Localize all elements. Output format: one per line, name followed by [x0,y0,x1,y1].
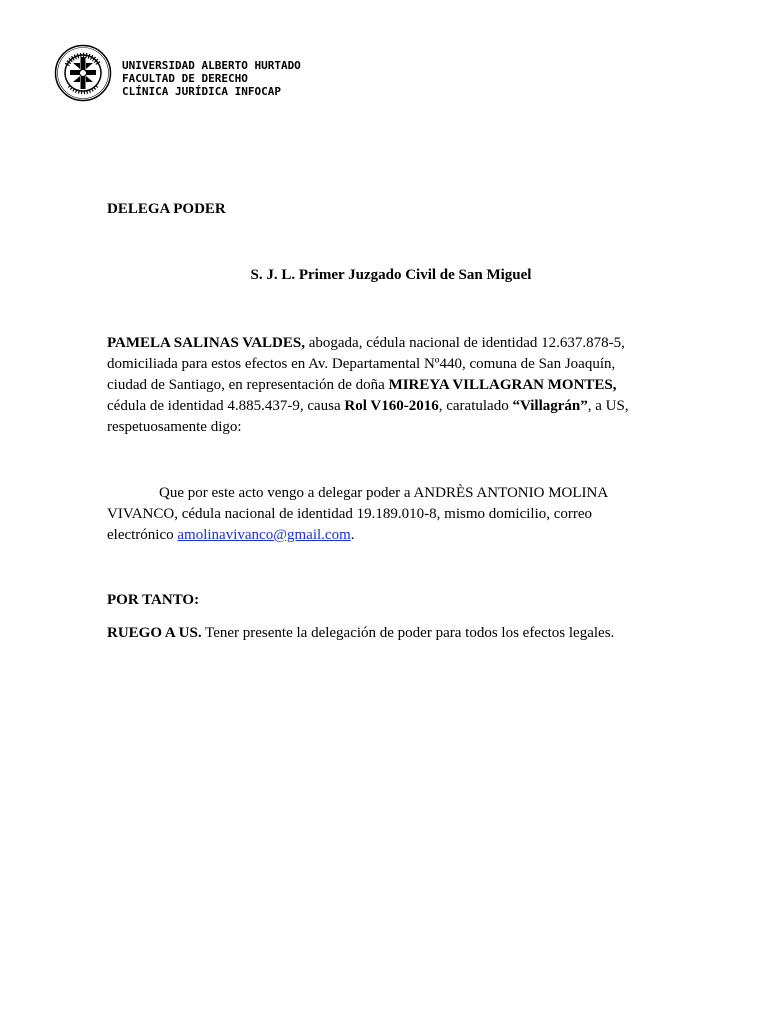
university-seal-logo [54,44,112,102]
petition-lead: RUEGO A US. [107,625,202,641]
case-caption: “Villagrán” [512,398,588,414]
clinic-name: CLÍNICA JURÍDICA INFOCAP [122,85,281,98]
seal-graphic [54,44,112,102]
petition-text: Tener presente la delegación de poder para todos los efectos legales. [201,625,615,641]
paragraph-text: abogada, cédula nacional de identidad 12.637.878-5, domiciliada para estos efectos en Av. Departamental Nº440, comuna de San Joaquín, ciudad de Santiago, en representación de doña [107,335,625,393]
case-rol: Rol V160-2016 [344,398,439,414]
appearance-paragraph [107,333,647,438]
paragraph-text: Que por este acto vengo a delegar poder a ANDRÈS ANTONIO MOLINA VIVANCO, cédula nacional de identidad 19.189.010-8, mismo domicilio, correo electrónico [107,485,608,543]
paragraph-text: . [350,527,355,543]
institution-header [122,59,301,98]
por-tanto-heading: POR TANTO: [107,592,200,608]
court-addressee: S. J. L. Primer Juzgado Civil de San Miguel [250,267,532,283]
email-link[interactable]: amolinavivanco@gmail.com [177,527,351,543]
university-name: UNIVERSIDAD ALBERTO HURTADO [122,59,301,72]
client-name: MIREYA VILLAGRAN MONTES, [388,377,617,393]
delegation-paragraph [107,483,647,546]
petition-paragraph [107,625,614,642]
document-title: DELEGA PODER [107,201,226,217]
paragraph-text: , a US, respetuosamente digo: [107,398,629,435]
lawyer-name: PAMELA SALINAS VALDES, [107,335,305,351]
paragraph-text: cédula de identidad 4.885.437-9, causa [107,398,345,414]
faculty-name: FACULTAD DE DERECHO [122,72,248,85]
paragraph-text: , caratulado [438,398,513,414]
